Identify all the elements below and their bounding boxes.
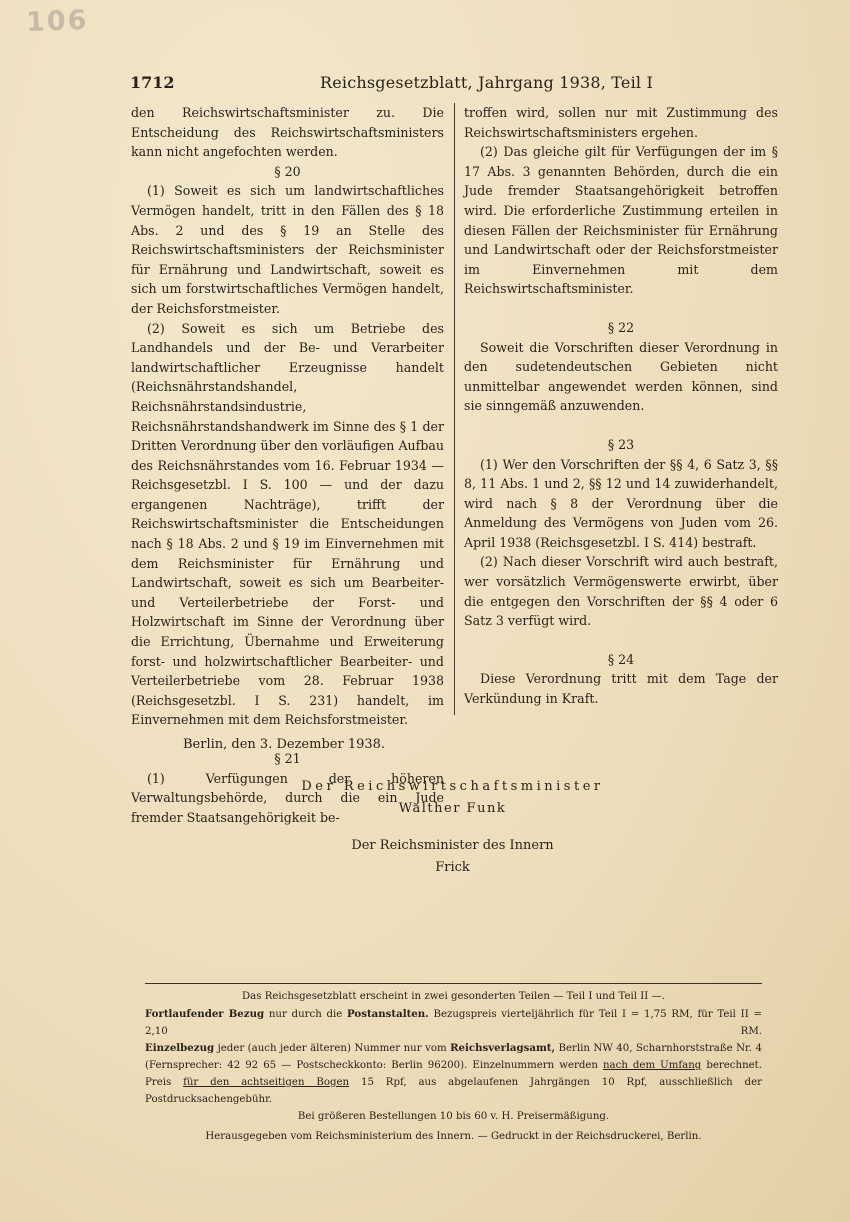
section-heading-20: § 20 bbox=[274, 163, 301, 179]
signatory-name-funk: Walther Funk bbox=[398, 801, 507, 816]
page-stamp: 106 bbox=[25, 4, 89, 39]
paragraph: (2) Das gleiche gilt für Verfügungen der im § 17 Abs. 3 genannten Behörden, durch die ein Jude fremder Staatsangehörigkeit betroffen wird. Die erforderliche Zustimmung erteilen in diesen Fällen der Reichsminister für Ernährung und Landwirtschaft oder der Reichsforstmeister im Einvernehmen mit dem Reichswirtschaftsminister. bbox=[464, 144, 778, 297]
paragraph: (2) Nach dieser Vorschrift wird auch bestraft, wer vorsätzlich Vermögenswerte erwirbt, über die entgegen den Vorschriften der §§ 4 oder 6 Satz 3 verfügt wird. bbox=[464, 554, 778, 629]
paragraph: den Reichswirtschaftsminister zu. Die Entscheidung des Reichswirtschaftsministers kann nicht angefochten werden. bbox=[131, 105, 444, 160]
section-heading-24: § 24 bbox=[607, 651, 635, 667]
right-column bbox=[464, 103, 778, 709]
paragraph: (2) Soweit es sich um Betriebe des Landhandels und der Be- und Verarbeiter landwirtschaftlicher Erzeugnisse handelt (Reichsnährstandshandel, Reichsnährstandsindustrie, Reichsnährstandshandwerk im Sinne des § 1 der Dritten Verordnung über den vorläufigen Aufbau des Reichsnährstandes vom 16. Februar 1934 — Reichsgesetzbl. I S. 100 — und der dazu ergangenen Nachträge), trifft der Reichswirtschaftsminister die Entscheidungen nach § 18 Abs. 2 und § 19 im Einvernehmen mit dem Reichsminister für Ernährung und Landwirtschaft, soweit es sich um Bearbeiter- und Verteilerbetriebe der Forst- und Holzwirtschaft im Sinne der Verordnung über die Errichtung, Übernahme und Erweiterung forst- und holzwirtschaftlicher Bearbeiter- und Verteilerbetriebe vom 28. Februar 1938 (Reichsgesetzbl. I S. 231) handelt, im Einvernehmen mit dem Reichsforstmeister. bbox=[131, 320, 444, 728]
column-divider bbox=[454, 103, 455, 715]
footer-line: Preis für den achtseitigen Bogen 15 Rpf, aus abgelaufenen Jahrgängen 10 Rpf, ausschließlich der Postdrucksachengebühr. bbox=[145, 1076, 762, 1105]
footer-line: Einzelbezug jeder (auch jeder älteren) Nummer nur vom Reichsverlagsamt, Berlin NW 40, Scharnhorststraße Nr. 4 bbox=[145, 1042, 762, 1055]
footer-line: Fortlaufender Bezug nur durch die Postanstalten. Bezugspreis vierteljährlich für Teil I = 1,75 RM, für Teil II = 2,10 RM. bbox=[145, 1007, 762, 1037]
footer-line: Bei größeren Bestellungen 10 bis 60 v. H. Preisermäßigung. bbox=[297, 1110, 610, 1122]
paragraph: Soweit die Vorschriften dieser Verordnung in den sudetendeutschen Gebieten nicht unmittelbar angewendet werden können, sind sie sinngemäß anzuwenden. bbox=[464, 339, 778, 414]
footer-line: (Fernsprecher: 42 92 65 — Postscheckkonto: Berlin 96200). Einzelnummern werden nach dem Umfang berechnet. bbox=[145, 1060, 762, 1072]
signatory-title-interior: Der Reichsminister des Innern bbox=[351, 838, 554, 853]
section-heading-21: § 21 bbox=[274, 751, 301, 766]
left-column bbox=[131, 103, 444, 827]
footer bbox=[145, 989, 762, 1146]
running-title: Reichsgesetzblatt, Jahrgang 1938, Teil I bbox=[320, 73, 654, 92]
paragraph: (1) Soweit es sich um landwirtschaftliches Vermögen handelt, tritt in den Fällen des § 18 Abs. 2 und des § 19 an Stelle des Reichswirtschaftsministers der Reichsminister für Ernährung und Landwirtschaft, soweit es sich um forstwirtschaftliches Vermögen handelt, der Reichsforstmeister. bbox=[131, 183, 444, 316]
footer-line: Das Reichsgesetzblatt erscheint in zwei gesonderten Teilen — Teil I und Teil II —. bbox=[241, 991, 665, 1002]
date-line: Berlin, den 3. Dezember 1938. bbox=[183, 737, 386, 752]
signatory-title-economics: Der Reichswirtschaftsminister bbox=[301, 779, 604, 794]
footer-line: Herausgegeben vom Reichsministerium des Innern. — Gedruckt in der Reichsdruckerei, Berlin. bbox=[205, 1131, 702, 1143]
paragraph: troffen wird, sollen nur mit Zustimmung des Reichswirtschaftsministers ergehen. bbox=[464, 105, 778, 140]
paragraph: (1) Wer den Vorschriften der §§ 4, 6 Satz 3, §§ 8, 11 Abs. 1 und 2, §§ 12 und 14 zuwiderhandelt, wird nach § 8 der Verordnung über die Anmeldung des Vermögens von Juden vom 26. April 1938 (Reichsgesetzbl. I S. 414) bestraft. bbox=[464, 456, 778, 550]
page-header bbox=[130, 73, 778, 97]
page-number: 1712 bbox=[130, 73, 175, 92]
section-heading-22: § 22 bbox=[607, 319, 635, 335]
section-heading-23: § 23 bbox=[607, 436, 635, 452]
paragraph: (1) Verfügungen der höheren Verwaltungsbehörde, durch die ein Jude fremder Staatsangehörigkeit be- bbox=[131, 770, 444, 825]
paragraph: Diese Verordnung tritt mit dem Tage der Verkündung in Kraft. bbox=[464, 671, 778, 707]
footer-rule bbox=[145, 983, 762, 984]
signatory-name-frick: Frick bbox=[435, 860, 470, 875]
